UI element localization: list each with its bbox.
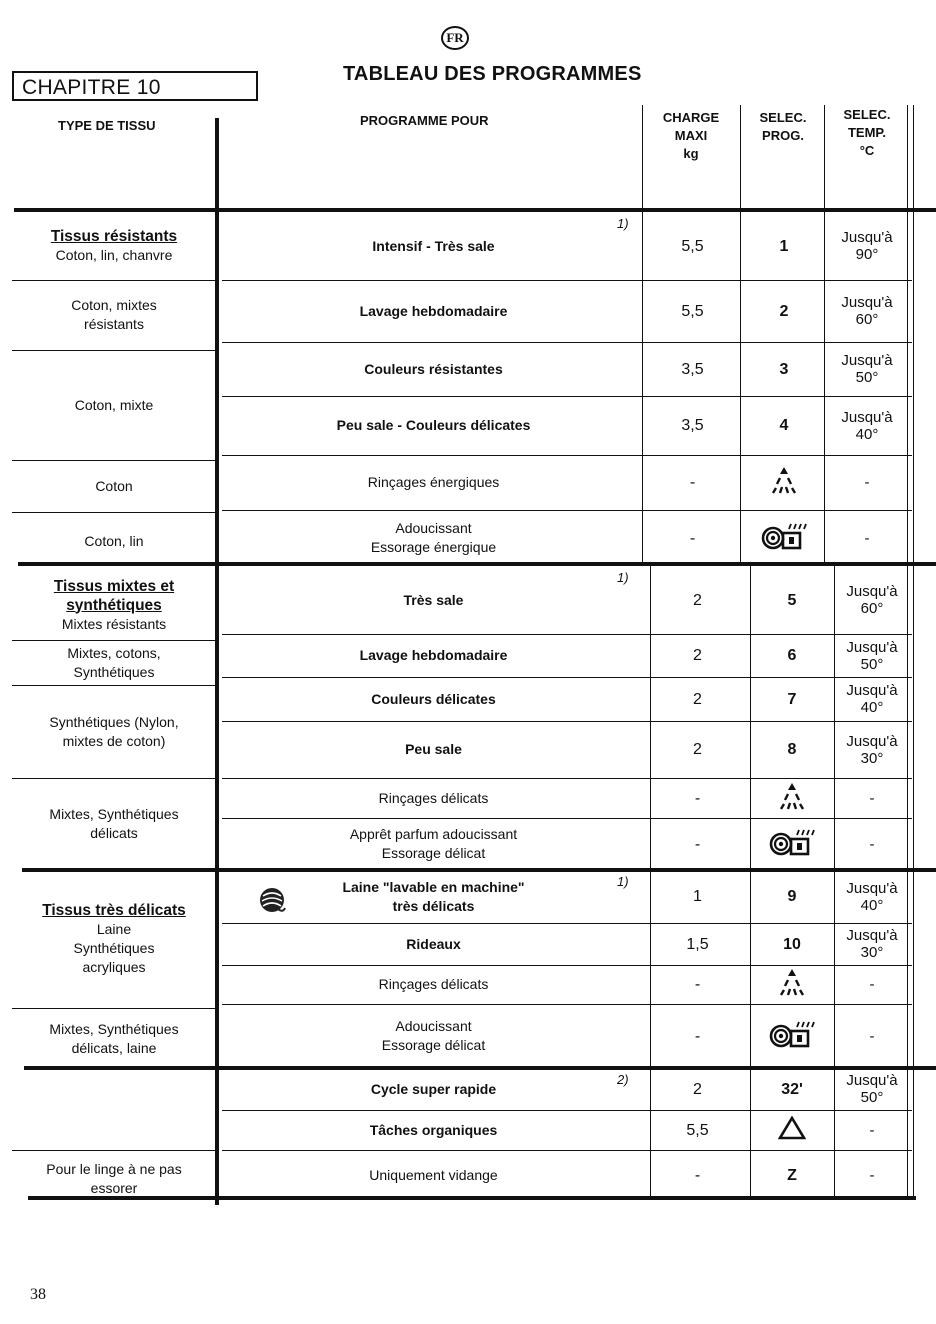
temperature-value: - <box>869 1121 875 1139</box>
program-name: Couleurs délicates <box>371 690 496 707</box>
fabric-type-line: Synthétiques <box>73 940 155 956</box>
program-name: Tâches organiques <box>369 1121 498 1138</box>
program-selector-cell <box>750 677 834 721</box>
program-selector-value: 3 <box>779 360 789 378</box>
temperature-selector-cell <box>834 1110 910 1150</box>
max-load-cell <box>650 1004 745 1068</box>
fabric-type-line: Coton, mixte <box>74 396 154 413</box>
temperature-value: 60° <box>855 311 879 328</box>
column-header-prog-line: SELEC. <box>759 110 807 125</box>
fabric-cell <box>14 685 214 778</box>
fabric-cell <box>14 460 214 512</box>
max-load-value: - <box>694 1027 701 1045</box>
program-selector-value: 5 <box>787 591 797 609</box>
program-name-cell <box>222 510 645 566</box>
program-selector-cell <box>742 212 826 280</box>
max-load-cell <box>650 634 745 677</box>
program-name: Couleurs résistantes <box>364 360 503 377</box>
program-name-cell <box>222 1068 645 1110</box>
temperature-value: Jusqu'à <box>841 352 893 369</box>
max-load-value: - <box>694 976 701 993</box>
max-load-value: - <box>694 1166 701 1184</box>
temperature-value: 90° <box>855 246 879 263</box>
max-load-value: - <box>694 835 701 853</box>
temperature-selector-cell <box>834 1004 910 1068</box>
max-load-value: - <box>694 789 701 807</box>
program-name-cell <box>222 566 645 634</box>
fabric-type-line: Synthétiques <box>73 663 155 680</box>
temperature-selector-cell <box>826 396 908 455</box>
fabric-cell <box>14 1150 214 1208</box>
program-selector-cell <box>750 1110 834 1150</box>
table-rule <box>913 105 914 1200</box>
country-badge: FR <box>441 26 469 50</box>
fabric-type-line: Coton <box>95 477 133 494</box>
max-load-value: 3,5 <box>681 417 704 434</box>
max-load-value: 1 <box>693 888 702 905</box>
temperature-selector-cell <box>826 510 908 566</box>
program-selector-value: 10 <box>783 935 801 953</box>
spin-softener-icon <box>769 827 815 862</box>
triangle-icon <box>778 1116 806 1145</box>
temperature-value: 40° <box>860 699 884 716</box>
temperature-value: Jusqu'à <box>846 879 898 897</box>
column-header-load-line: MAXI <box>674 128 708 143</box>
program-name: Intensif - Très sale <box>372 237 495 254</box>
fabric-type-line: Coton, lin, chanvre <box>55 247 173 263</box>
program-name-cell <box>222 923 645 965</box>
max-load-cell <box>650 965 745 1004</box>
program-name-cell <box>222 396 645 455</box>
max-load-value: 2 <box>693 647 702 664</box>
program-selector-cell <box>750 1004 834 1068</box>
temperature-value: Jusqu'à <box>841 294 893 311</box>
max-load-cell <box>650 1068 745 1110</box>
max-load-value: - <box>689 474 696 491</box>
program-selector-value: 32' <box>781 1080 803 1098</box>
fabric-cell <box>14 870 214 1008</box>
temperature-selector-cell <box>834 818 910 870</box>
program-name: Rinçages délicats <box>378 789 489 806</box>
max-load-cell <box>645 510 740 566</box>
fabric-type-line: Mixtes, Synthétiques <box>49 806 179 822</box>
spin-softener-icon <box>761 521 807 556</box>
temperature-value: 50° <box>855 369 879 386</box>
program-selector-value: 1 <box>779 237 789 255</box>
column-header-load-line: CHARGE <box>662 110 720 125</box>
program-selector-cell <box>750 1068 834 1110</box>
fabric-cell <box>14 350 214 460</box>
program-name: Cycle super rapide <box>370 1080 497 1097</box>
program-name: Laine "lavable en machine" <box>342 878 525 895</box>
max-load-cell <box>650 818 745 870</box>
program-name: Rinçages délicats <box>378 976 489 992</box>
program-name-cell <box>222 1150 645 1200</box>
max-load-value: - <box>689 529 696 547</box>
temperature-selector-cell <box>826 280 908 342</box>
program-selector-cell <box>750 923 834 965</box>
wool-icon <box>258 886 286 914</box>
max-load-value: 5,5 <box>686 1121 709 1139</box>
fabric-type-line: mixtes de coton) <box>62 732 166 749</box>
program-selector-cell <box>742 342 826 396</box>
temperature-value: Jusqu'à <box>841 408 893 426</box>
fabric-category-title: Tissus mixtes et <box>53 577 175 595</box>
program-selector-value: 2 <box>779 302 789 320</box>
program-selector-value: 9 <box>787 888 797 905</box>
fabric-cell <box>14 280 214 350</box>
temperature-value: 30° <box>860 749 884 767</box>
footnote-marker: 1) <box>617 874 629 889</box>
fabric-cell <box>14 1008 214 1070</box>
chapter-label: CHAPITRE 10 <box>12 71 258 101</box>
temperature-selector-cell <box>834 677 910 721</box>
fabric-type-line: Coton, mixtes <box>71 297 157 313</box>
footnote-marker: 2) <box>617 1072 629 1087</box>
temperature-value: Jusqu'à <box>846 927 898 944</box>
temperature-selector-cell <box>834 778 910 818</box>
temperature-value: - <box>864 474 870 491</box>
fabric-category-title: synthétiques <box>66 596 162 614</box>
fabric-type-line: Mixtes résistants <box>61 615 167 632</box>
max-load-value: 2 <box>693 741 702 758</box>
column-header-temp-line: TEMP. <box>847 125 887 140</box>
program-selector-cell <box>742 396 826 455</box>
program-selector-cell <box>742 280 826 342</box>
fabric-type-line: résistants <box>84 316 144 332</box>
temperature-value: 50° <box>860 655 884 673</box>
max-load-cell <box>645 280 740 342</box>
temperature-value: 40° <box>860 896 884 914</box>
program-selector-cell <box>742 510 826 566</box>
temperature-selector-cell <box>826 212 908 280</box>
max-load-cell <box>650 1150 745 1200</box>
spin-softener-icon <box>769 1019 815 1054</box>
program-name: Rideaux <box>406 935 461 952</box>
max-load-value: 1,5 <box>686 935 709 953</box>
max-load-cell <box>645 342 740 396</box>
program-selector-value: 7 <box>787 690 797 708</box>
fabric-cell <box>14 570 214 640</box>
fabric-type-line: Mixtes, Synthétiques <box>49 1021 179 1037</box>
program-name-cell <box>222 1004 645 1068</box>
program-name: Peu sale <box>405 741 462 757</box>
program-selector-value: 8 <box>787 741 797 758</box>
program-name: Apprêt parfum adoucissant <box>349 826 518 842</box>
temperature-value: - <box>869 835 875 853</box>
page-title: TABLEAU DES PROGRAMMES <box>343 63 642 85</box>
max-load-value: 2 <box>693 690 702 708</box>
footnote-marker: 1) <box>617 216 629 231</box>
fabric-type-line: délicats <box>90 825 138 841</box>
fabric-type-line: essorer <box>90 1180 138 1196</box>
temperature-selector-cell <box>834 1068 910 1110</box>
program-name-cell <box>222 212 645 280</box>
temperature-value: Jusqu'à <box>846 732 898 750</box>
column-header-fabric: TYPE DE TISSU <box>58 118 156 133</box>
program-selector-cell <box>750 721 834 778</box>
program-selector-value: Z <box>787 1166 797 1184</box>
temperature-selector-cell <box>834 721 910 778</box>
table-rule <box>740 105 741 565</box>
column-header-prog-line: PROG. <box>762 128 804 143</box>
program-name: Adoucissant <box>395 1018 472 1034</box>
program-name-cell <box>222 1110 645 1150</box>
program-selector-value: 4 <box>779 417 789 434</box>
rinse-icon <box>777 967 807 1002</box>
program-name-cell <box>222 677 645 721</box>
program-selector-cell <box>750 1150 834 1200</box>
temperature-value: - <box>869 789 875 807</box>
fabric-cell <box>14 640 214 685</box>
fabric-type-line: Laine <box>96 921 132 937</box>
program-selector-value: 6 <box>787 647 797 664</box>
max-load-cell <box>650 923 745 965</box>
program-name-cell <box>222 455 645 510</box>
temperature-value: 50° <box>860 1089 884 1106</box>
temperature-value: 40° <box>855 425 879 443</box>
program-name: Adoucissant <box>395 520 472 536</box>
temperature-selector-cell <box>834 870 910 923</box>
max-load-cell <box>645 212 740 280</box>
program-selector-cell <box>742 455 826 510</box>
program-selector-cell <box>750 965 834 1004</box>
temperature-selector-cell <box>834 566 910 634</box>
fabric-type-line: acryliques <box>82 959 146 975</box>
temperature-selector-cell <box>834 923 910 965</box>
max-load-cell <box>650 1110 745 1150</box>
program-name: très délicats <box>392 897 475 914</box>
max-load-cell <box>650 721 745 778</box>
max-load-cell <box>650 566 745 634</box>
fabric-type-line: Coton, lin <box>84 532 144 549</box>
program-name-cell <box>222 342 645 396</box>
max-load-cell <box>650 778 745 818</box>
temperature-value: Jusqu'à <box>846 682 898 699</box>
page-number: 38 <box>30 1286 46 1303</box>
max-load-value: 2 <box>693 1080 702 1098</box>
program-name-cell <box>222 965 645 1004</box>
program-name: Essorage délicat <box>381 1037 486 1053</box>
program-name-cell <box>222 778 645 818</box>
temperature-selector-cell <box>834 965 910 1004</box>
temperature-selector-cell <box>834 1150 910 1200</box>
temperature-value: 60° <box>860 600 884 617</box>
program-selector-cell <box>750 818 834 870</box>
program-name-cell <box>222 280 645 342</box>
program-name: Lavage hebdomadaire <box>359 302 508 319</box>
temperature-value: - <box>869 1166 875 1184</box>
fabric-category-title: Tissus résistants <box>50 228 178 245</box>
program-selector-cell <box>750 566 834 634</box>
column-header-load-line: kg <box>683 146 699 161</box>
fabric-cell <box>14 512 214 570</box>
program-name: Très sale <box>403 591 464 608</box>
max-load-value: 5,5 <box>681 237 704 255</box>
temperature-selector-cell <box>834 634 910 677</box>
program-name: Lavage hebdomadaire <box>359 647 508 663</box>
program-selector-cell <box>750 870 834 923</box>
program-name: Essorage délicat <box>381 845 486 861</box>
max-load-cell <box>650 870 745 923</box>
program-selector-cell <box>750 634 834 677</box>
max-load-cell <box>645 455 740 510</box>
column-header-temp-line: SELEC. <box>843 107 891 122</box>
program-name: Peu sale - Couleurs délicates <box>336 417 531 433</box>
fabric-cell <box>14 778 214 870</box>
fabric-type-line: Synthétiques (Nylon, <box>49 713 179 730</box>
max-load-value: 2 <box>693 591 702 609</box>
max-load-value: 3,5 <box>681 360 704 378</box>
temperature-selector-cell <box>826 342 908 396</box>
fabric-type-line: délicats, laine <box>71 1040 157 1056</box>
program-name-cell <box>222 721 645 778</box>
program-name-cell <box>222 818 645 870</box>
footnote-marker: 1) <box>617 570 629 585</box>
temperature-value: - <box>869 1027 875 1045</box>
temperature-selector-cell <box>826 455 908 510</box>
program-name: Essorage énergique <box>370 539 497 555</box>
program-selector-cell <box>750 778 834 818</box>
temperature-value: - <box>869 976 875 993</box>
temperature-value: Jusqu'à <box>846 1072 898 1089</box>
temperature-value: 30° <box>860 944 884 961</box>
temperature-value: Jusqu'à <box>846 638 898 656</box>
temperature-value: - <box>864 529 870 547</box>
program-name-cell <box>222 634 645 677</box>
rinse-icon <box>777 781 807 816</box>
temperature-value: Jusqu'à <box>841 229 893 246</box>
column-header-program: PROGRAMME POUR <box>360 113 489 128</box>
program-name: Rinçages énergiques <box>367 474 500 490</box>
max-load-value: 5,5 <box>681 302 704 320</box>
program-name: Uniquement vidange <box>369 1166 498 1183</box>
fabric-category-title: Tissus très délicats <box>42 902 186 919</box>
fabric-type-line: Pour le linge à ne pas <box>46 1161 182 1177</box>
column-header-temp-line: °C <box>859 143 875 158</box>
rinse-icon <box>769 465 799 500</box>
temperature-value: Jusqu'à <box>846 583 898 600</box>
fabric-cell <box>14 212 214 280</box>
table-rule <box>215 118 219 1205</box>
fabric-type-line: Mixtes, cotons, <box>67 644 161 661</box>
max-load-cell <box>645 396 740 455</box>
max-load-cell <box>650 677 745 721</box>
